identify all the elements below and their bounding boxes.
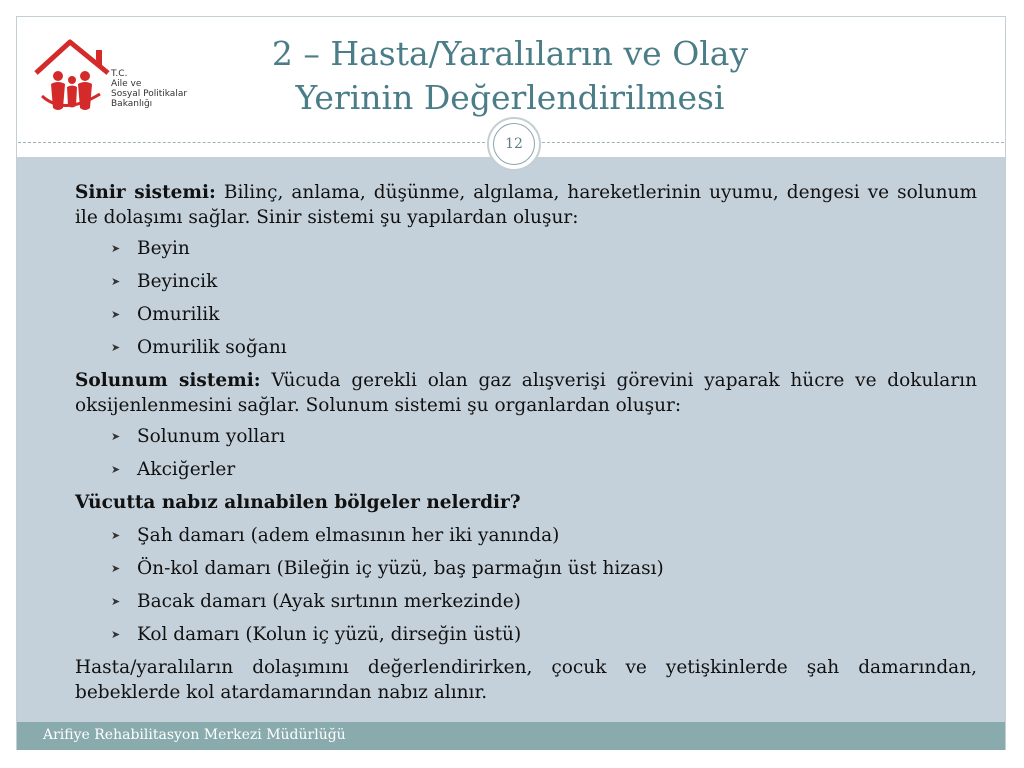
list-item-text: Ön-kol damarı (Bileğin iç yüzü, baş parmağın üst hizası) [137, 558, 664, 579]
list-item [75, 269, 977, 294]
nervous-system-list [75, 236, 977, 360]
page-number: 12 [493, 123, 535, 165]
list-item [75, 622, 977, 647]
page-number-badge [487, 117, 541, 171]
respiratory-system-paragraph [75, 368, 977, 418]
arrow-bullet-icon: ➤ [111, 628, 121, 641]
respiratory-system-label: Solunum sistemi: [75, 370, 261, 391]
arrow-bullet-icon: ➤ [111, 242, 121, 255]
list-item-text: Beyincik [137, 271, 218, 292]
arrow-bullet-icon: ➤ [111, 562, 121, 575]
pulse-points-list [75, 523, 977, 647]
arrow-bullet-icon: ➤ [111, 529, 121, 542]
list-item-text: Solunum yolları [137, 426, 286, 447]
arrow-bullet-icon: ➤ [111, 275, 121, 288]
list-item [75, 523, 977, 548]
slide-title [200, 32, 820, 120]
list-item [75, 457, 977, 482]
list-item [75, 335, 977, 360]
respiratory-system-list [75, 424, 977, 482]
nervous-system-paragraph [75, 180, 977, 230]
list-item-text: Bacak damarı (Ayak sırtının merkezinde) [137, 591, 521, 612]
arrow-bullet-icon: ➤ [111, 463, 121, 476]
arrow-bullet-icon: ➤ [111, 341, 121, 354]
logo-text-line: Bakanlığı [111, 99, 153, 109]
list-item-text: Akciğerler [137, 459, 236, 480]
slide-footer [17, 722, 1005, 750]
respiratory-system-text: Vücuda gerekli olan gaz alışverişi görevini yaparak hücre ve dokuların oksijenlenmesini sağlar. Solunum sistemi şu organlardan oluşur: [75, 370, 978, 416]
slide-content [75, 180, 977, 711]
list-item-text: Kol damarı (Kolun iç yüzü, dirseğin üstü) [137, 624, 522, 645]
closing-paragraph: Hasta/yaralıların dolaşımını değerlendirirken, çocuk ve yetişkinlerde şah damarından, bebeklerde kol atardamarından nabız alınır. [75, 657, 977, 703]
list-item-text: Omurilik [137, 304, 220, 325]
arrow-bullet-icon: ➤ [111, 595, 121, 608]
list-item-text: Şah damarı (adem elmasının her iki yanında) [137, 525, 560, 546]
list-item [75, 589, 977, 614]
arrow-bullet-icon: ➤ [111, 430, 121, 443]
logo-text-line: Sosyal Politikalar [111, 89, 188, 99]
pulse-points-heading: Vücutta nabız alınabilen bölgeler nelerdir? [75, 492, 521, 513]
title-line-1: 2 – Hasta/Yaralıların ve Olay [271, 34, 749, 73]
logo-text-line: T.C. [111, 69, 128, 79]
list-item [75, 424, 977, 449]
list-item [75, 302, 977, 327]
logo-text-line: Aile ve [111, 79, 142, 89]
footer-text: Arifiye Rehabilitasyon Merkezi Müdürlüğü [43, 727, 346, 743]
list-item [75, 556, 977, 581]
logo-text [111, 69, 187, 109]
nervous-system-label: Sinir sistemi: [75, 182, 216, 203]
arrow-bullet-icon: ➤ [111, 308, 121, 321]
list-item [75, 236, 977, 261]
list-item-text: Omurilik soğanı [137, 337, 287, 358]
title-line-2: Yerinin Değerlendirilmesi [295, 78, 725, 117]
list-item-text: Beyin [137, 238, 190, 259]
nervous-system-text: Bilinç, anlama, düşünme, algılama, hareketlerinin uyumu, dengesi ve solunum ile dolaşımı sağlar. Sinir sistemi şu yapılardan oluşur: [75, 182, 977, 228]
